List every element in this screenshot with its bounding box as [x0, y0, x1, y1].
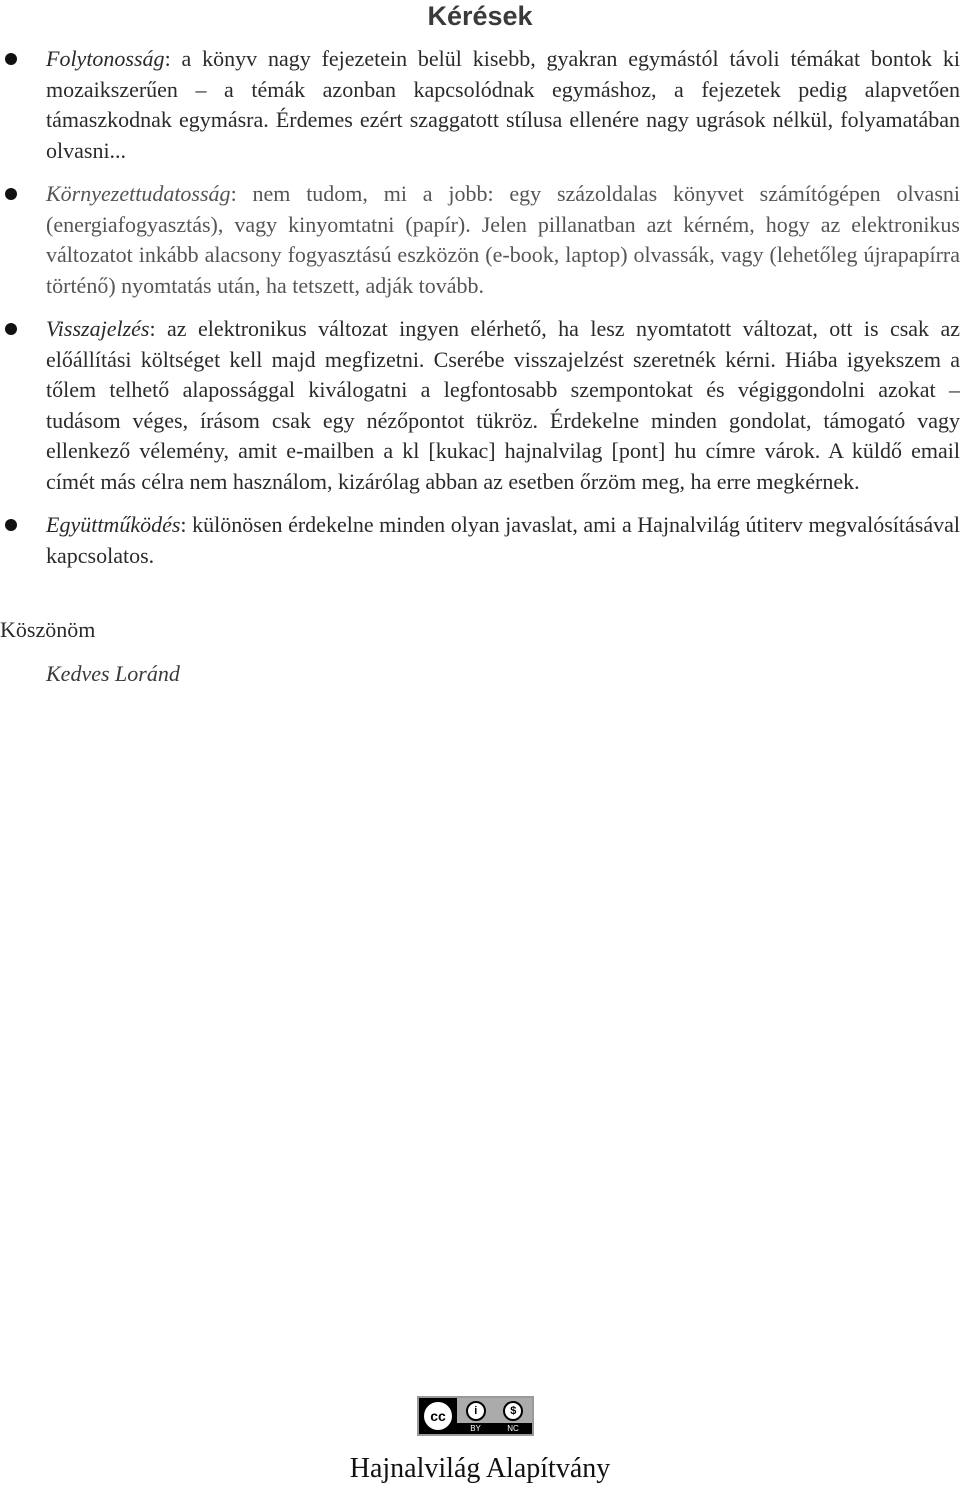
item-text: : az elektronikus változat ingyen elérhető, ha lesz nyomtatott változat, ott is csak az előállítási költséget kell majd megfizetni. Cserébe visszajelzést szeretnék kérni. Hiába igyekszem a tőlem telhető alapossággal kiválogatni a legfontosabb szempontokat és végiggondolni azokat – tudásom véges, írásom csak egy nézőpontot tükröz. Érdekelne minden gondolat, támogató vagy ellenkező vélemény, amit e-mailben a kl [kukac] hajnalvilag [pont] hu címre várok. A küldő email címét más célra nem használom, kizárólag abban az esetben őrzöm meg, ha erre megkérnek. — [46, 316, 960, 494]
list-item — [0, 510, 960, 571]
item-term: Környezettudatosság — [46, 181, 231, 206]
item-text: : különösen érdekelne minden olyan javaslat, ami a Hajnalvilág útiterv megvalósításával kapcsolatos. — [46, 512, 960, 568]
by-label: BY — [470, 1424, 481, 1433]
attribution-icon: i — [466, 1401, 486, 1421]
bullet-icon — [5, 519, 17, 531]
list-item — [0, 44, 960, 166]
nc-label: NC — [507, 1424, 519, 1433]
signature: Kedves Loránd — [46, 661, 180, 686]
thanks-text: Köszönöm — [0, 617, 96, 642]
item-text: : nem tudom, mi a jobb: egy százoldalas könyvet számítógépen olvasni (energiafogyasztás), vagy kinyomtatni (papír). Jelen pillanatban azt kérném, hogy az elektronikus változatot inkább alacsony fogyasztású eszközön (e-book, laptop) olvassák, vagy (lehetőleg újrapapírra történő) nyomtatás után, ha tetszett, adják tovább. — [46, 181, 960, 298]
requests-list — [0, 44, 960, 584]
item-text: : a könyv nagy fejezetein belül kisebb, gyakran egymástól távoli témákat bontok ki mozaikszerűen – a témák azonban kapcsolódnak egymáshoz, a fejezetek pedig alapvetően támaszkodnak egymásra. Érdemes ezért szaggatott stílusa ellenére nagy ugrások nélkül, folyamatában olvasni... — [46, 46, 960, 163]
cc-license-badge[interactable] — [417, 1396, 534, 1436]
license-conditions — [457, 1398, 532, 1434]
bullet-icon — [5, 188, 17, 200]
list-item — [0, 314, 960, 497]
noncommercial-icon: $ — [503, 1401, 523, 1421]
page-title: Kérések — [427, 1, 533, 31]
item-term: Visszajelzés — [46, 316, 150, 341]
item-term: Együttműködés — [46, 512, 181, 537]
cc-icon: cc — [422, 1400, 454, 1432]
list-item — [0, 179, 960, 301]
item-term: Folytonosság — [46, 46, 165, 71]
bullet-icon — [5, 323, 17, 335]
organization-name: Hajnalvilág Alapítvány — [349, 1453, 611, 1484]
bullet-icon — [5, 53, 17, 65]
